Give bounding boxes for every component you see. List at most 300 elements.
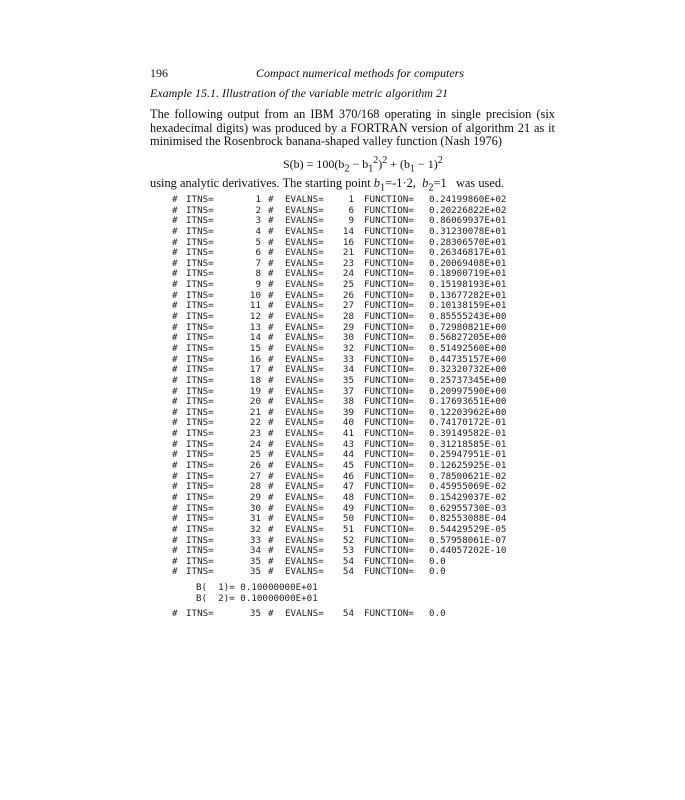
evalns-label: EVALNS= (285, 225, 324, 237)
evalns-label: EVALNS= (285, 470, 324, 482)
itns-value: 35 (249, 566, 261, 578)
eq-sup: 2 (373, 155, 379, 166)
final-row (172, 608, 446, 620)
iteration-row (172, 374, 507, 386)
itns-label: ITNS= (186, 428, 214, 440)
function-value: 0.82553088E-04 (429, 513, 507, 525)
iteration-row (172, 460, 507, 472)
hash-marker: # (172, 311, 178, 323)
itns-label: ITNS= (186, 608, 214, 620)
iteration-row (172, 545, 507, 557)
hash-marker: # (172, 534, 178, 546)
itns-label: ITNS= (186, 342, 214, 354)
iteration-row (172, 470, 507, 482)
b-label: B( 2)= (196, 592, 235, 604)
hash-marker: # (268, 374, 274, 386)
itns-value: 13 (249, 321, 261, 333)
var-b2-sub: 2 (428, 182, 434, 194)
evalns-label: EVALNS= (285, 428, 324, 440)
itns-value: 22 (249, 417, 261, 429)
itns-label: ITNS= (186, 332, 214, 344)
itns-value: 11 (249, 300, 261, 312)
eq-sup: 2 (382, 155, 388, 166)
iteration-row (172, 523, 507, 535)
function-label: FUNCTION= (364, 502, 414, 514)
itns-label: ITNS= (186, 523, 214, 535)
hash-marker: # (172, 385, 178, 397)
itns-label: ITNS= (186, 364, 214, 376)
evalns-label: EVALNS= (285, 396, 324, 408)
evalns-label: EVALNS= (285, 385, 324, 397)
eq-sub: 1 (368, 163, 374, 175)
evalns-value: 49 (342, 502, 354, 514)
sentence-suffix: was used. (455, 176, 505, 190)
iteration-row (172, 236, 507, 248)
function-label: FUNCTION= (364, 385, 414, 397)
function-label: FUNCTION= (364, 470, 414, 482)
evalns-label: EVALNS= (285, 353, 324, 365)
iteration-row (172, 247, 507, 259)
itns-label: ITNS= (186, 438, 214, 450)
iteration-row (172, 225, 507, 237)
function-label: FUNCTION= (364, 342, 414, 354)
itns-value: 7 (255, 257, 261, 269)
iteration-row (172, 353, 507, 365)
itns-label: ITNS= (186, 566, 214, 578)
hash-marker: # (172, 247, 178, 259)
function-label: FUNCTION= (364, 396, 414, 408)
hash-marker: # (172, 342, 178, 354)
function-label: FUNCTION= (364, 513, 414, 525)
itns-value: 34 (249, 545, 261, 557)
function-value: 0.24199860E+02 (429, 194, 507, 205)
program-output (172, 194, 507, 620)
hash-marker: # (268, 428, 274, 440)
evalns-value: 43 (342, 438, 354, 450)
evalns-label: EVALNS= (285, 342, 324, 354)
evalns-value: 35 (342, 374, 354, 386)
function-label: FUNCTION= (364, 332, 414, 344)
hash-marker: # (172, 194, 178, 205)
eq-sub: 1 (409, 163, 415, 175)
hash-marker: # (172, 523, 178, 535)
itns-value: 21 (249, 406, 261, 418)
iteration-row (172, 406, 507, 418)
itns-label: ITNS= (186, 215, 214, 227)
evalns-value: 46 (342, 470, 354, 482)
itns-value: 28 (249, 481, 261, 493)
itns-value: 8 (255, 268, 261, 280)
hash-marker: # (172, 268, 178, 280)
evalns-label: EVALNS= (285, 300, 324, 312)
evalns-value: 34 (342, 364, 354, 376)
evalns-label: EVALNS= (285, 449, 324, 461)
itns-label: ITNS= (186, 311, 214, 323)
function-label: FUNCTION= (364, 257, 414, 269)
hash-marker: # (172, 555, 178, 567)
starting-point-sentence (150, 176, 560, 193)
hash-marker: # (268, 364, 274, 376)
hash-marker: # (268, 513, 274, 525)
itns-label: ITNS= (186, 491, 214, 503)
b-label: B( 1)= (196, 582, 235, 594)
hash-marker: # (268, 545, 274, 557)
hash-marker: # (268, 470, 274, 482)
hash-marker: # (172, 300, 178, 312)
function-label: FUNCTION= (364, 428, 414, 440)
hash-marker: # (268, 481, 274, 493)
function-label: FUNCTION= (364, 289, 414, 301)
b1-value: =-1·2, (385, 176, 416, 190)
eq-part: ) (378, 157, 383, 171)
hash-marker: # (268, 385, 274, 397)
hash-marker: # (172, 470, 178, 482)
evalns-value: 47 (342, 481, 354, 493)
function-value: 0.15198193E+01 (429, 279, 507, 291)
evalns-value: 24 (342, 268, 354, 280)
itns-value: 23 (249, 428, 261, 440)
function-label: FUNCTION= (364, 523, 414, 535)
var-b2: b (422, 176, 429, 190)
hash-marker: # (268, 491, 274, 503)
itns-label: ITNS= (186, 300, 214, 312)
hash-marker: # (172, 406, 178, 418)
function-value: 0.56827205E+00 (429, 332, 507, 344)
function-value: 0.20069408E+01 (429, 257, 507, 269)
iteration-row (172, 342, 507, 354)
var-b1-sub: 1 (380, 182, 386, 194)
function-value: 0.57958061E-07 (429, 534, 507, 546)
hash-marker: # (268, 555, 274, 567)
itns-value: 29 (249, 491, 261, 503)
iteration-row (172, 289, 507, 301)
hash-marker: # (268, 502, 274, 514)
iteration-row (172, 364, 507, 376)
itns-label: ITNS= (186, 513, 214, 525)
evalns-label: EVALNS= (285, 545, 324, 557)
iteration-row (172, 491, 507, 503)
evalns-label: EVALNS= (285, 406, 324, 418)
itns-value: 2 (255, 204, 261, 216)
function-value: 0.31230078E+01 (429, 225, 507, 237)
evalns-value: 52 (342, 534, 354, 546)
iteration-row (172, 417, 507, 429)
function-value: 0.25947951E-01 (429, 449, 507, 461)
itns-value: 33 (249, 534, 261, 546)
evalns-label: EVALNS= (285, 279, 324, 291)
itns-label: ITNS= (186, 374, 214, 386)
hash-marker: # (268, 289, 274, 301)
hash-marker: # (172, 491, 178, 503)
function-label: FUNCTION= (364, 438, 414, 450)
evalns-value: 50 (342, 513, 354, 525)
eq-sub: 2 (344, 163, 350, 175)
running-title: Compact numerical methods for computers (256, 66, 464, 80)
function-value: 0.51492560E+00 (429, 342, 507, 354)
evalns-value: 1 (348, 194, 354, 205)
itns-value: 35 (249, 555, 261, 567)
itns-label: ITNS= (186, 460, 214, 472)
hash-marker: # (268, 396, 274, 408)
hash-marker: # (268, 449, 274, 461)
itns-label: ITNS= (186, 385, 214, 397)
itns-value: 24 (249, 438, 261, 450)
evalns-value: 9 (348, 215, 354, 227)
hash-marker: # (172, 502, 178, 514)
evalns-label: EVALNS= (285, 204, 324, 216)
function-value: 0.78500621E-02 (429, 470, 507, 482)
function-value: 0.45955069E-02 (429, 481, 507, 493)
function-label: FUNCTION= (364, 491, 414, 503)
function-label: FUNCTION= (364, 225, 414, 237)
itns-label: ITNS= (186, 257, 214, 269)
function-value: 0.12203962E+00 (429, 406, 507, 418)
function-value: 0.20226822E+02 (429, 204, 507, 216)
evalns-label: EVALNS= (285, 289, 324, 301)
evalns-value: 54 (342, 608, 354, 620)
iteration-row (172, 428, 507, 440)
function-label: FUNCTION= (364, 449, 414, 461)
hash-marker: # (172, 204, 178, 216)
hash-marker: # (268, 215, 274, 227)
iteration-row (172, 481, 507, 493)
function-label: FUNCTION= (364, 555, 414, 567)
iteration-row (172, 332, 507, 344)
itns-label: ITNS= (186, 247, 214, 259)
function-label: FUNCTION= (364, 311, 414, 323)
iteration-row (172, 194, 507, 205)
function-value: 0.39149582E-01 (429, 428, 507, 440)
evalns-value: 51 (342, 523, 354, 535)
evalns-label: EVALNS= (285, 247, 324, 259)
function-label: FUNCTION= (364, 481, 414, 493)
evalns-label: EVALNS= (285, 194, 324, 205)
function-label: FUNCTION= (364, 279, 414, 291)
function-value: 0.72980821E+00 (429, 321, 507, 333)
example-title: Example 15.1. Illustration of the variable metric algorithm 21 (150, 86, 448, 100)
page-number: 196 (150, 66, 168, 80)
itns-label: ITNS= (186, 406, 214, 418)
evalns-label: EVALNS= (285, 311, 324, 323)
evalns-label: EVALNS= (285, 460, 324, 472)
hash-marker: # (268, 332, 274, 344)
iteration-row (172, 502, 507, 514)
hash-marker: # (172, 417, 178, 429)
function-value: 0.13677282E+01 (429, 289, 507, 301)
hash-marker: # (172, 481, 178, 493)
function-value: 0.31218585E-01 (429, 438, 507, 450)
iteration-row (172, 268, 507, 280)
function-value: 0.85555243E+00 (429, 311, 507, 323)
iteration-row (172, 396, 507, 408)
intro-paragraph: The following output from an IBM 370/168 operating in single precision (six hexadecimal digits) was produced by a FORTRAN version of algorithm 21 as it minimised the Rosenbrock banana-shaped valley function (Nash 1976) (150, 107, 555, 148)
evalns-label: EVALNS= (285, 215, 324, 227)
iteration-row (172, 513, 507, 525)
evalns-value: 26 (342, 289, 354, 301)
hash-marker: # (268, 311, 274, 323)
iteration-row (172, 555, 446, 567)
itns-value: 4 (255, 225, 261, 237)
var-b1: b (373, 176, 380, 190)
function-value: 0.10138159E+01 (429, 300, 507, 312)
hash-marker: # (268, 460, 274, 472)
evalns-value: 54 (342, 555, 354, 567)
iteration-row (172, 534, 507, 546)
evalns-value: 41 (342, 428, 354, 440)
function-label: FUNCTION= (364, 204, 414, 216)
evalns-label: EVALNS= (285, 268, 324, 280)
itns-label: ITNS= (186, 321, 214, 333)
itns-label: ITNS= (186, 555, 214, 567)
sentence-prefix: using analytic derivatives. The starting point (150, 176, 374, 190)
function-value: 0.12625925E-01 (429, 460, 507, 472)
function-label: FUNCTION= (364, 268, 414, 280)
itns-value: 26 (249, 460, 261, 472)
hash-marker: # (172, 364, 178, 376)
hash-marker: # (268, 279, 274, 291)
b-value-line (172, 593, 318, 604)
evalns-label: EVALNS= (285, 236, 324, 248)
evalns-value: 38 (342, 396, 354, 408)
evalns-value: 44 (342, 449, 354, 461)
evalns-value: 37 (342, 385, 354, 397)
itns-label: ITNS= (186, 470, 214, 482)
itns-label: ITNS= (186, 534, 214, 546)
hash-marker: # (268, 353, 274, 365)
evalns-value: 30 (342, 332, 354, 344)
eq-lhs: S(b) = 100(b (283, 157, 345, 171)
evalns-value: 53 (342, 545, 354, 557)
function-value: 0.15429037E-02 (429, 491, 507, 503)
hash-marker: # (172, 257, 178, 269)
evalns-label: EVALNS= (285, 481, 324, 493)
hash-marker: # (172, 215, 178, 227)
evalns-value: 54 (342, 566, 354, 578)
hash-marker: # (268, 438, 274, 450)
hash-marker: # (268, 406, 274, 418)
itns-value: 30 (249, 502, 261, 514)
itns-label: ITNS= (186, 449, 214, 461)
evalns-label: EVALNS= (285, 513, 324, 525)
function-label: FUNCTION= (364, 406, 414, 418)
rosenbrock-equation (283, 155, 443, 174)
evalns-value: 45 (342, 460, 354, 472)
evalns-value: 21 (342, 247, 354, 259)
hash-marker: # (172, 332, 178, 344)
hash-marker: # (172, 396, 178, 408)
itns-label: ITNS= (186, 502, 214, 514)
function-value: 0.17693651E+00 (429, 396, 507, 408)
function-label: FUNCTION= (364, 321, 414, 333)
evalns-value: 29 (342, 321, 354, 333)
hash-marker: # (172, 438, 178, 450)
evalns-label: EVALNS= (285, 523, 324, 535)
itns-label: ITNS= (186, 268, 214, 280)
evalns-label: EVALNS= (285, 321, 324, 333)
hash-marker: # (172, 353, 178, 365)
itns-value: 16 (249, 353, 261, 365)
evalns-label: EVALNS= (285, 364, 324, 376)
iteration-row (172, 279, 507, 291)
hash-marker: # (172, 460, 178, 472)
function-value: 0.0 (429, 566, 446, 578)
function-label: FUNCTION= (364, 247, 414, 259)
evalns-value: 32 (342, 342, 354, 354)
eq-part: − 1) (414, 157, 438, 171)
itns-label: ITNS= (186, 481, 214, 493)
eq-part: − b (349, 157, 369, 171)
itns-value: 27 (249, 470, 261, 482)
function-value: 0.26346817E+01 (429, 247, 507, 259)
evalns-label: EVALNS= (285, 332, 324, 344)
iteration-row (172, 566, 446, 578)
function-label: FUNCTION= (364, 608, 414, 620)
eq-sup: 2 (437, 155, 443, 166)
itns-value: 17 (249, 364, 261, 376)
itns-label: ITNS= (186, 353, 214, 365)
hash-marker: # (172, 513, 178, 525)
itns-value: 19 (249, 385, 261, 397)
function-value: 0.28306570E+01 (429, 236, 507, 248)
itns-value: 6 (255, 247, 261, 259)
hash-marker: # (268, 608, 274, 620)
function-label: FUNCTION= (364, 374, 414, 386)
itns-label: ITNS= (186, 204, 214, 216)
itns-label: ITNS= (186, 396, 214, 408)
hash-marker: # (268, 417, 274, 429)
function-value: 0.74170172E-01 (429, 417, 507, 429)
hash-marker: # (268, 225, 274, 237)
hash-marker: # (172, 608, 178, 620)
iteration-row (172, 449, 507, 461)
function-label: FUNCTION= (364, 417, 414, 429)
function-label: FUNCTION= (364, 566, 414, 578)
evalns-label: EVALNS= (285, 534, 324, 546)
evalns-value: 25 (342, 279, 354, 291)
itns-label: ITNS= (186, 279, 214, 291)
hash-marker: # (268, 268, 274, 280)
itns-value: 9 (255, 279, 261, 291)
iteration-row (172, 438, 507, 450)
itns-value: 10 (249, 289, 261, 301)
hash-marker: # (268, 204, 274, 216)
hash-marker: # (172, 321, 178, 333)
itns-value: 3 (255, 215, 261, 227)
itns-value: 32 (249, 523, 261, 535)
hash-marker: # (268, 321, 274, 333)
function-value: 0.62955730E-03 (429, 502, 507, 514)
evalns-label: EVALNS= (285, 555, 324, 567)
evalns-value: 40 (342, 417, 354, 429)
evalns-label: EVALNS= (285, 417, 324, 429)
iteration-row (172, 300, 507, 312)
function-value: 0.0 (429, 608, 446, 620)
evalns-label: EVALNS= (285, 491, 324, 503)
itns-label: ITNS= (186, 289, 214, 301)
itns-label: ITNS= (186, 545, 214, 557)
iteration-row (172, 204, 507, 216)
iteration-table (172, 194, 507, 578)
evalns-value: 33 (342, 353, 354, 365)
itns-value: 1 (255, 194, 261, 205)
b2-value: =1 (433, 176, 447, 190)
hash-marker: # (268, 523, 274, 535)
function-value: 0.18900719E+01 (429, 268, 507, 280)
hash-marker: # (172, 449, 178, 461)
function-label: FUNCTION= (364, 353, 414, 365)
evalns-value: 14 (342, 225, 354, 237)
evalns-label: EVALNS= (285, 608, 324, 620)
